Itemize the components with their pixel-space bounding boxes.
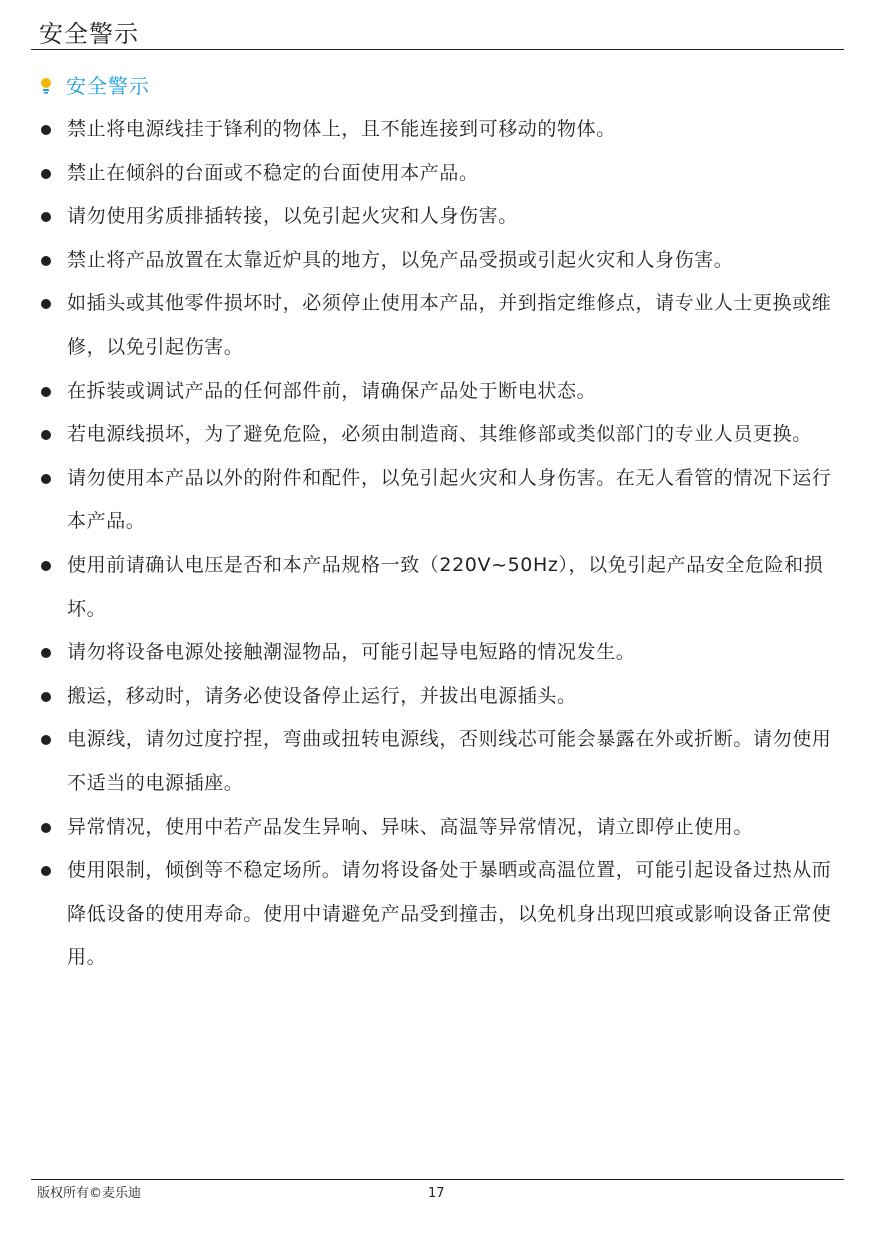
bullet-icon xyxy=(41,212,51,222)
copyright-text: 版权所有©麦乐迪 xyxy=(37,1186,142,1201)
bullet-icon xyxy=(41,169,51,179)
list-item-text: 如插头或其他零件损坏时，必须停止使用本产品，并到指定维修点，请专业人士更换或维修，以免引起伤害。 xyxy=(67,292,832,358)
section-heading-label: 安全警示 xyxy=(66,74,150,98)
bullet-icon xyxy=(41,256,51,266)
list-item-text: 搬运，移动时，请务必使设备停止运行，并拔出电源插头。 xyxy=(67,684,577,707)
bullet-icon xyxy=(41,692,51,702)
list-item xyxy=(38,631,838,675)
list-item-text: 禁止将电源线挂于锋利的物体上，且不能连接到可移动的物体。 xyxy=(67,118,616,140)
list-item-text: 若电源线损坏，为了避免危险，必须由制造商、其维修部或类似部门的专业人员更换。 xyxy=(67,423,812,446)
list-item-text: 请勿将设备电源处接触潮湿物品，可能引起导电短路的情况发生。 xyxy=(67,641,636,664)
lightbulb-icon xyxy=(38,75,56,97)
list-item xyxy=(38,806,838,850)
bullet-icon xyxy=(41,735,51,745)
list-item-text: 异常情况，使用中若产品发生异响、异味、高温等异常情况，请立即停止使用。 xyxy=(67,815,754,838)
list-item xyxy=(38,457,838,544)
warning-list xyxy=(38,108,838,980)
list-item-text: 禁止将产品放置在太靠近炉具的地方，以免产品受损或引起火灾和人身伤害。 xyxy=(67,248,734,271)
list-item-text: 请勿使用劣质排插转接，以免引起火灾和人身伤害。 xyxy=(67,205,518,228)
bullet-icon xyxy=(41,474,51,484)
list-item-text: 禁止在倾斜的台面或不稳定的台面使用本产品。 xyxy=(67,161,479,184)
list-item xyxy=(38,544,838,631)
list-item-text: 在拆装或调试产品的任何部件前，请确保产品处于断电状态。 xyxy=(67,379,597,402)
list-item-text: 请勿使用本产品以外的附件和配件，以免引起火灾和人身伤害。在无人看管的情况下运行本产品。 xyxy=(67,466,832,533)
list-item xyxy=(38,152,838,196)
list-item xyxy=(38,675,838,719)
bullet-icon xyxy=(41,430,51,440)
list-item xyxy=(38,282,838,369)
list-item-text: 使用限制，倾倒等不稳定场所。请勿将设备处于暴晒或高温位置，可能引起设备过热从而降低设备的使用寿命。使用中请避免产品受到撞击，以免机身出现凹痕或影响设备正常使用。 xyxy=(67,859,832,969)
list-item-text: 使用前请确认电压是否和本产品规格一致（220V~50Hz），以免引起产品安全危险和损坏。 xyxy=(67,553,824,620)
bullet-icon xyxy=(41,866,51,876)
page-header xyxy=(31,18,844,50)
bullet-icon xyxy=(41,125,51,135)
page-title: 安全警示 xyxy=(39,20,139,48)
bullet-icon xyxy=(41,648,51,658)
bullet-icon xyxy=(41,299,51,309)
list-item xyxy=(38,239,838,283)
section-heading xyxy=(38,72,150,100)
bullet-icon xyxy=(41,823,51,833)
bullet-icon xyxy=(41,387,51,397)
list-item xyxy=(38,108,838,152)
list-item xyxy=(38,370,838,414)
list-item xyxy=(38,718,838,805)
page-number: 17 xyxy=(428,1186,445,1201)
list-item xyxy=(38,195,838,239)
bullet-icon xyxy=(41,561,51,571)
list-item xyxy=(38,413,838,457)
list-item xyxy=(38,849,838,980)
list-item-text: 电源线，请勿过度拧捏，弯曲或扭转电源线，否则线芯可能会暴露在外或折断。请勿使用不适当的电源插座。 xyxy=(67,728,832,794)
page-footer xyxy=(31,1179,844,1210)
